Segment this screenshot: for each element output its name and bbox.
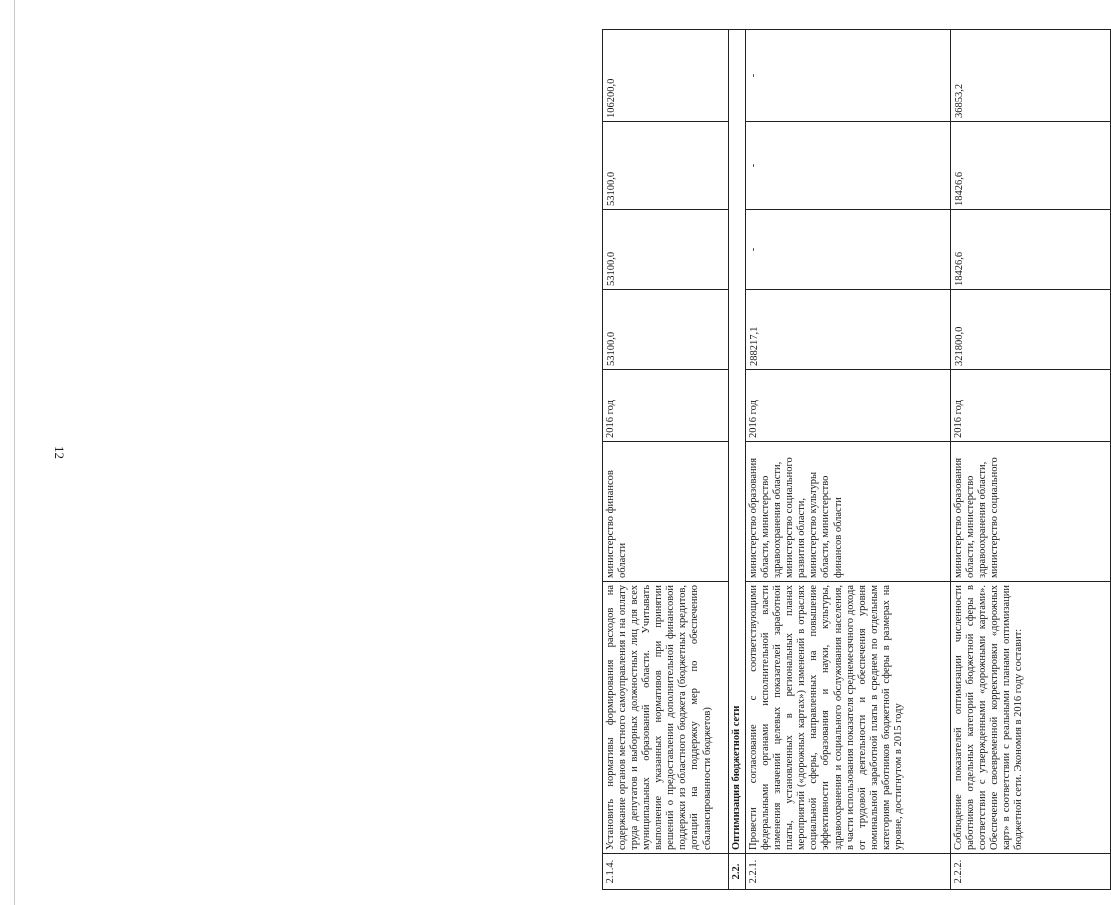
value-1: 288217,1 — [746, 290, 951, 370]
table-row — [729, 30, 746, 890]
value-2: 53100,0 — [603, 210, 729, 290]
measures-table — [602, 29, 1111, 890]
value-3: - — [746, 122, 951, 210]
value-4: - — [746, 30, 951, 122]
value-4: 106200,0 — [603, 30, 729, 122]
period: 2016 год — [746, 370, 951, 442]
table-row — [746, 30, 951, 890]
period: 2016 год — [603, 370, 729, 442]
value-3: 18426,6 — [951, 122, 1111, 210]
executor: министерство образования области, министерство здравоохранения области, министерство социального — [951, 442, 1111, 582]
row-number: 2.2. — [729, 854, 746, 890]
executor: министерство финансов области — [603, 442, 729, 582]
row-number: 2.1.4. — [603, 854, 729, 890]
table-row — [951, 30, 1111, 890]
measure-text: Соблюдение показателей оптимизации численности работников отдельных категорий бюджетной сферы в соответствии с утвержденными «дорожными картами». Обеспечение своевременной корректировки «дорожных карт» в соответствии с реальными планами оптимизации бюджетной сети. Экономия в 2016 году составит: — [951, 582, 1111, 854]
measure-text: Провести согласование с соответствующими федеральными органами исполнительной власти изменения значений целевых показателей заработной платы, установленных в региональных планах мероприятий («дорожных картах») изменений в отраслях социальной сферы, направленных на повышение эффективности образования и науки, культуры, здравоохранения и социального обслуживания населения, в части использования показателя среднемесячного дохода от трудовой деятельности и обеспечения уровня номинальной заработной платы в среднем по отдельным категориям работников бюджетной сферы в размерах на уровне, достигнутом в 2015 году — [746, 582, 951, 854]
value-2: 18426,6 — [951, 210, 1111, 290]
row-number: 2.2.1. — [746, 854, 951, 890]
value-3: 53100,0 — [603, 122, 729, 210]
page-number: 12 — [52, 446, 67, 459]
measures-table-frame — [97, 30, 1025, 890]
period: 2016 год — [951, 370, 1111, 442]
value-1: 53100,0 — [603, 290, 729, 370]
executor: министерство образования области, министерство здравоохранения области, министерство социального развития области, министерство культуры области, министерство финансов области — [746, 442, 951, 582]
table-row — [603, 30, 729, 890]
row-number: 2.2.2. — [951, 854, 1111, 890]
value-2: - — [746, 210, 951, 290]
value-1: 321800,0 — [951, 290, 1111, 370]
page-edge-line — [14, 0, 15, 905]
rotated-table-container — [602, 30, 1107, 890]
value-4: 36853,2 — [951, 30, 1111, 122]
measure-text: Установить нормативы формирования расходов на содержание органов местного самоуправления и на оплату труда депутатов и выборных должностных лиц для всех муниципальных образований области. Учитывать выполнение указанных нормативов при принятии решений о предоставлении дополнительной финансовой поддержки из областного бюджета (бюджетных кредитов, дотаций на поддержку мер по обеспечению сбалансированности бюджетов) — [603, 582, 729, 854]
section-title: Оптимизация бюджетной сети — [729, 30, 746, 854]
